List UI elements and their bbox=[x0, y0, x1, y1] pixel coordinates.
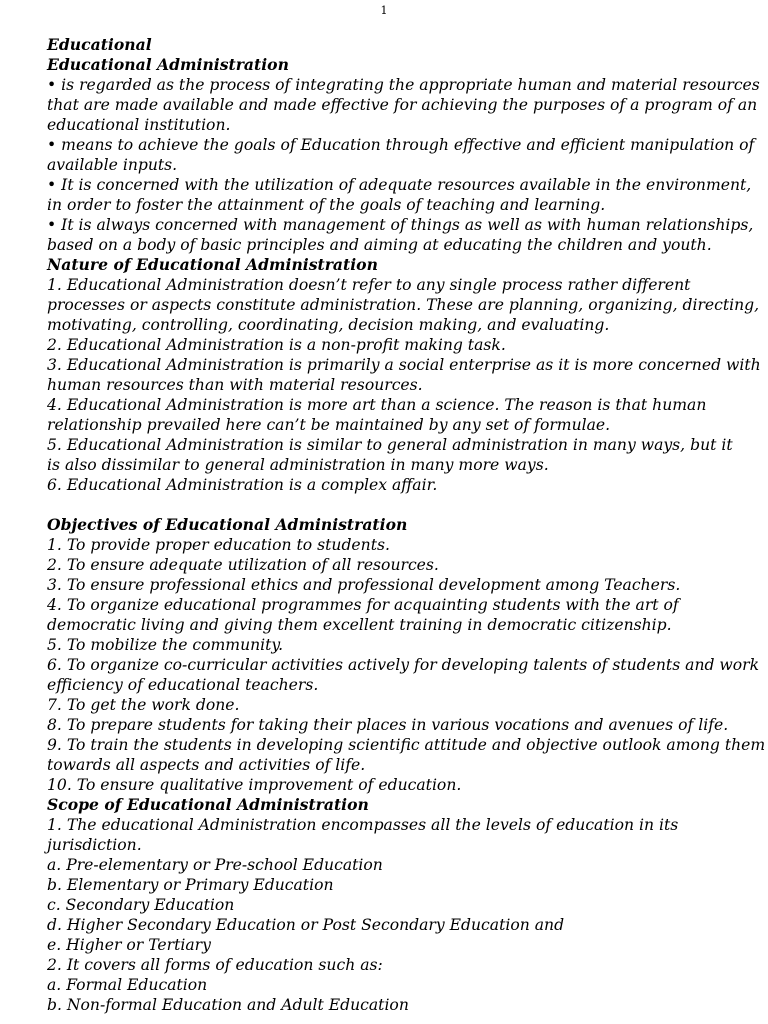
body-line: is also dissimilar to general administration in many more ways. bbox=[47, 456, 549, 474]
document-body bbox=[47, 35, 766, 1015]
body-line: 4. Educational Administration is more art than a science. The reason is that human bbox=[47, 396, 707, 414]
body-line: in order to foster the attainment of the goals of teaching and learning. bbox=[47, 196, 606, 214]
body-line: b. Non-formal Education and Adult Education bbox=[47, 996, 409, 1014]
body-line: 6. To organize co-curricular activities actively for developing talents of students and work bbox=[47, 656, 760, 674]
page-number: 1 bbox=[380, 4, 388, 17]
body-line: 2. It covers all forms of education such as: bbox=[47, 956, 383, 974]
body-line: 6. Educational Administration is a complex affair. bbox=[47, 476, 438, 494]
body-line: 1. Educational Administration doesn’t refer to any single process rather different bbox=[47, 276, 691, 294]
body-line: a. Pre-elementary or Pre-school Education bbox=[47, 856, 383, 874]
body-line: motivating, controlling, coordinating, decision making, and evaluating. bbox=[47, 316, 610, 334]
body-line: 5. Educational Administration is similar to general administration in many ways, but it bbox=[47, 436, 733, 454]
body-line: 2. Educational Administration is a non-profit making task. bbox=[47, 336, 506, 354]
section-heading: Objectives of Educational Administration bbox=[47, 515, 408, 534]
body-line: efficiency of educational teachers. bbox=[47, 676, 319, 694]
body-line: towards all aspects and activities of life. bbox=[47, 756, 366, 774]
body-line: 5. To mobilize the community. bbox=[47, 636, 284, 654]
body-line: e. Higher or Tertiary bbox=[47, 936, 211, 954]
body-line: educational institution. bbox=[47, 116, 231, 134]
body-line: processes or aspects constitute administration. These are planning, organizing, directing, bbox=[47, 296, 760, 314]
body-line: 4. To organize educational programmes for acquainting students with the art of bbox=[47, 596, 679, 614]
body-line: based on a body of basic principles and aiming at educating the children and youth. bbox=[47, 236, 712, 254]
body-line: democratic living and giving them excellent training in democratic citizenship. bbox=[47, 616, 672, 634]
document-title: Educational bbox=[47, 35, 152, 54]
body-line: 7. To get the work done. bbox=[47, 696, 240, 714]
body-line: • It is concerned with the utilization of adequate resources available in the environment, bbox=[47, 176, 752, 194]
body-line: 3. To ensure professional ethics and professional development among Teachers. bbox=[47, 576, 681, 594]
body-line: 8. To prepare students for taking their places in various vocations and avenues of life. bbox=[47, 716, 729, 734]
body-line: human resources than with material resources. bbox=[47, 376, 423, 394]
body-line: 1. The educational Administration encompasses all the levels of education in its bbox=[47, 816, 679, 834]
body-line: relationship prevailed here can’t be maintained by any set of formulae. bbox=[47, 416, 611, 434]
body-line: 3. Educational Administration is primarily a social enterprise as it is more concerned with bbox=[47, 356, 761, 374]
body-line: 2. To ensure adequate utilization of all resources. bbox=[47, 556, 439, 574]
body-line: that are made available and made effective for achieving the purposes of a program of an bbox=[47, 96, 758, 114]
body-line: • It is always concerned with management of things as well as with human relationships, bbox=[47, 216, 754, 234]
section-heading: Educational Administration bbox=[47, 55, 289, 74]
body-line: available inputs. bbox=[47, 156, 178, 174]
section-heading: Scope of Educational Administration bbox=[47, 795, 369, 814]
body-line: 10. To ensure qualitative improvement of education. bbox=[47, 776, 462, 794]
body-line: • means to achieve the goals of Education through effective and efficient manipulation of bbox=[47, 136, 755, 154]
body-line: a. Formal Education bbox=[47, 976, 208, 994]
body-line: jurisdiction. bbox=[47, 836, 142, 854]
body-line: • is regarded as the process of integrating the appropriate human and material resources bbox=[47, 76, 760, 94]
body-line: d. Higher Secondary Education or Post Secondary Education and bbox=[47, 916, 565, 934]
section-heading: Nature of Educational Administration bbox=[47, 255, 378, 274]
body-line: c. Secondary Education bbox=[47, 896, 235, 914]
body-line: b. Elementary or Primary Education bbox=[47, 876, 334, 894]
body-line: 1. To provide proper education to students. bbox=[47, 536, 390, 554]
body-line: 9. To train the students in developing scientific attitude and objective outlook among them bbox=[47, 736, 766, 754]
paragraph-spacer bbox=[47, 495, 727, 515]
